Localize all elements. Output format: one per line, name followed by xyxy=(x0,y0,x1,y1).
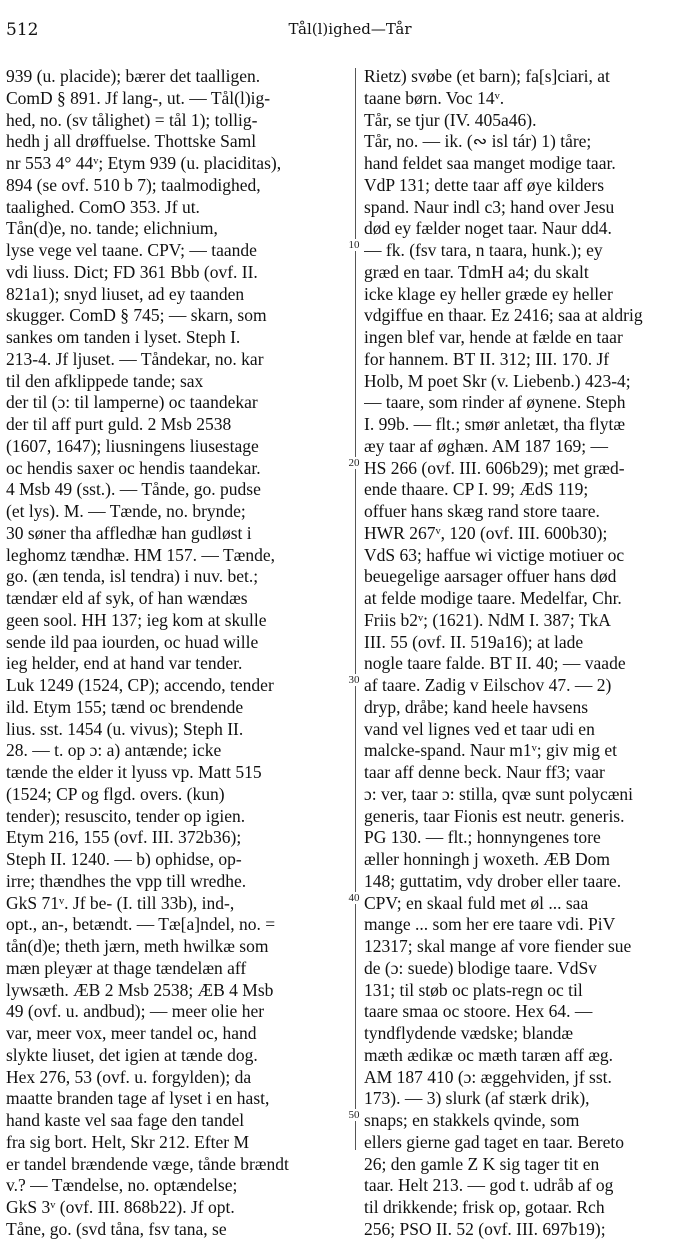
text-line: Steph II. 1240. — b) ophidse, op- xyxy=(6,849,242,869)
column-divider xyxy=(355,68,356,1150)
left-column xyxy=(6,66,346,1241)
text-line: hand kaste vel saa fage den tandel xyxy=(6,1110,245,1130)
text-line: generis, taar Fionis est neutr. generis. xyxy=(364,805,625,826)
text-line: 173). — 3) slurk (af stærk drik), xyxy=(364,1088,590,1109)
text-line: lywsæth. ÆB 2 Msb 2538; ÆB 4 Msb xyxy=(6,979,274,1000)
text-line: go. (æn tenda, isl tendra) i nuv. bet.; xyxy=(6,566,259,587)
text-line: spand. Naur indl c3; hand over Jesu xyxy=(364,196,615,217)
text-line: tyndflydende vædske; blandæ xyxy=(364,1023,574,1043)
text-line: ild. Etym 155; tænd oc brendende xyxy=(6,696,244,717)
text-line: taare smaa oc stoore. Hex 64. — xyxy=(364,1001,593,1022)
text-line: for hannem. BT II. 312; III. 170. Jf xyxy=(364,348,610,369)
text-line: Luk 1249 (1524, CP); accendo, tender xyxy=(6,675,274,695)
text-line: var, meer vox, meer tandel oc, hand xyxy=(6,1023,257,1043)
text-line: icke klage ey heller græde ey heller xyxy=(364,283,613,304)
text-line: sende ild paa iourden, oc huad wille xyxy=(6,631,259,652)
text-line: taalighed. ComO 353. Jf ut. xyxy=(6,196,200,217)
text-line: GkS 71ᵛ. Jf be- (I. till 33b), ind-, xyxy=(6,892,235,913)
text-line: Holb, M poet Skr (v. Liebenb.) 423-4; xyxy=(364,370,631,391)
text-line: taar aff denne beck. Naur ff3; vaar xyxy=(364,762,605,782)
page-number: 512 xyxy=(6,20,39,40)
margin-line-number: 50 xyxy=(346,1109,362,1121)
margin-line-number: 10 xyxy=(346,239,362,251)
text-line: beuegelige aarsager offuer hans død xyxy=(364,566,617,587)
text-line: Etym 216, 155 (ovf. III. 372b36); xyxy=(6,827,242,848)
text-line: fra sig bort. Helt, Skr 212. Efter M xyxy=(6,1131,250,1152)
text-line: HWR 267ᵛ, 120 (ovf. III. 600b30); xyxy=(364,522,608,543)
text-line: III. 55 (ovf. II. 519a16); at lade xyxy=(364,631,584,652)
text-line: 213-4. Jf ljuset. — Tåndekar, no. kar xyxy=(6,348,264,369)
text-line: v.? — Tændelse, no. optændelse; xyxy=(6,1175,238,1196)
text-line: Rietz) svøbe (et barn); fa[s]ciari, at xyxy=(364,66,610,86)
text-line: hedh j all drøffuelse. Thottske Saml xyxy=(6,131,257,152)
text-line: til drikkende; frisk op, gotaar. Rch xyxy=(364,1197,605,1217)
text-line: 12317; skal mange af vore fiender sue xyxy=(364,936,632,956)
text-line: død ey fælder noget taar. Naur dd4. xyxy=(364,218,612,239)
text-line: 30 søner tha affledhæ han gudløst i xyxy=(6,522,252,543)
text-line: PG 130. — flt.; honnyngenes tore xyxy=(364,827,601,848)
text-line: de (ɔ: suede) blodige taare. VdSv xyxy=(364,957,597,978)
text-line: 148; guttatim, vdy drober eller taare. xyxy=(364,870,622,891)
text-line: Friis b2ᵛ; (1621). NdM I. 387; TkA xyxy=(364,609,611,630)
text-line: 131; til støb oc plats-regn oc til xyxy=(364,979,583,1000)
text-line: (1524; CP og flgd. overs. (kun) xyxy=(6,783,225,804)
text-line: opt., an-, betændt. — Tæ[a]ndel, no. = xyxy=(6,914,276,935)
text-line: irre; thændhes the vpp till wredhe. xyxy=(6,870,247,891)
text-line: ComD § 891. Jf lang-, ut. — Tål(l)ig- xyxy=(6,87,271,108)
text-line: leghomz tændhæ. HM 157. — Tænde, xyxy=(6,544,275,565)
text-line: (et lys). M. — Tænde, no. brynde; xyxy=(6,501,246,521)
text-line: 49 (ovf. u. andbud); — meer olie her xyxy=(6,1001,265,1022)
text-line: æller honningh j woxeth. ÆB Dom xyxy=(364,849,610,869)
text-line: vdgiffue en thaar. Ez 2416; saa at aldrig xyxy=(364,305,643,326)
text-line: lius. sst. 1454 (u. vivus); Steph II. xyxy=(6,718,244,739)
text-line: der til aff purt guld. 2 Msb 2538 xyxy=(6,414,232,434)
text-line: 821a1); snyd liuset, ad ey taanden xyxy=(6,283,245,304)
text-line: HS 266 (ovf. III. 606b29); met græd- xyxy=(364,457,625,478)
text-line: mange ... som her ere taare vdi. PiV xyxy=(364,914,616,935)
text-line: CPV; en skaal fuld met øl ... saa xyxy=(364,892,589,913)
text-line: skugger. ComD § 745; — skarn, som xyxy=(6,305,267,326)
text-line: Tåne, go. (svd tåna, fsv tana, se xyxy=(6,1218,227,1239)
text-line: Tår, se tjur (IV. 405a46). xyxy=(364,109,537,130)
text-line: er tandel brændende væge, tånde brændt xyxy=(6,1153,289,1174)
margin-line-number: 30 xyxy=(346,674,362,686)
text-line: taar. Helt 213. — god t. udråb af og xyxy=(364,1175,614,1196)
text-line: oc hendis saxer oc hendis taandekar. xyxy=(6,457,261,478)
text-line: tender); resuscito, tender op igien. xyxy=(6,805,246,826)
text-line: — taare, som rinder af øynene. Steph xyxy=(364,392,626,413)
text-line: 4 Msb 49 (sst.). — Tånde, go. pudse xyxy=(6,479,261,500)
text-line: Tår, no. — ik. (∾ isl tár) 1) tåre; xyxy=(364,131,592,152)
text-line: sankes om tanden i lyset. Steph I. xyxy=(6,327,241,347)
text-line: lyse vege vel taane. CPV; — taande xyxy=(6,240,257,260)
text-line: 28. — t. op ɔ: a) antænde; icke xyxy=(6,740,222,761)
text-line: der til (ɔ: til lamperne) oc taandekar xyxy=(6,392,258,413)
text-line: at felde modige taare. Medelfar, Chr. xyxy=(364,588,622,608)
text-line: I. 99b. — flt.; smør anletæt, tha flytæ xyxy=(364,414,626,434)
text-line: nr 553 4° 44ᵛ; Etym 939 (u. placiditas), xyxy=(6,153,282,173)
margin-line-number: 40 xyxy=(346,892,362,904)
text-line: GkS 3ᵛ (ovf. III. 868b22). Jf opt. xyxy=(6,1197,235,1217)
text-line: ieg helder, end at hand var tender. xyxy=(6,653,243,674)
text-line: snaps; en stakkels qvinde, som xyxy=(364,1110,580,1130)
text-line: mæth ædikæ oc mæth taræn aff æg. xyxy=(364,1044,614,1065)
text-line: malcke-spand. Naur m1ᵛ; giv mig et xyxy=(364,740,617,761)
text-line: VdP 131; dette taar aff øye kilders xyxy=(364,174,605,195)
text-line: græd en taar. TdmH a4; du skalt xyxy=(364,261,589,282)
text-line: hed, no. (sv tålighet) = tål 1); tollig- xyxy=(6,109,258,130)
running-head: Tål(l)ighed—Tår xyxy=(288,20,412,38)
text-line: 894 (se ovf. 510 b 7); taalmodighed, xyxy=(6,174,261,195)
text-line: æy taar af øghæn. AM 187 169; — xyxy=(364,435,609,456)
text-line: vdi liuss. Dict; FD 361 Bbb (ovf. II. xyxy=(6,261,258,282)
text-line: tænde the elder it lyuss vp. Matt 515 xyxy=(6,762,262,782)
text-line: vand vel lignes ved et taar udi en xyxy=(364,718,595,739)
text-line: offuer hans skæg rand store taare. xyxy=(364,501,600,521)
text-line: maatte branden tage af lyset i en hast, xyxy=(6,1088,270,1109)
text-line: AM 187 410 (ɔ: æggehviden, jf sst. xyxy=(364,1066,612,1087)
text-line: ingen blef var, hende at fælde en taar xyxy=(364,327,623,347)
text-line: VdS 63; haffue wi victige motiuer oc xyxy=(364,544,625,565)
text-line: Tån(d)e, no. tande; elichnium, xyxy=(6,218,218,239)
right-column xyxy=(364,66,696,1241)
text-line: ɔ: ver, taar ɔ: stilla, qvæ sunt polycæni xyxy=(364,783,634,804)
text-line: tændær eld af syk, of han wændæs xyxy=(6,588,248,608)
text-line: til den afklippede tande; sax xyxy=(6,370,204,391)
text-line: 26; den gamle Z K sig tager tit en xyxy=(364,1153,600,1174)
text-line: mæn pleyær at thage tændelæn aff xyxy=(6,957,247,978)
text-line: taane børn. Voc 14ᵛ. xyxy=(364,87,505,108)
text-line: ende thaare. CP I. 99; ÆdS 119; xyxy=(364,479,589,500)
margin-line-number: 20 xyxy=(346,457,362,469)
text-line: — fk. (fsv tara, n taara, hunk.); ey xyxy=(364,240,603,260)
text-line: 256; PSO II. 52 (ovf. III. 697b19); xyxy=(364,1218,606,1239)
text-line: geen sool. HH 137; ieg kom at skulle xyxy=(6,609,267,630)
text-line: (1607, 1647); liusningens liusestage xyxy=(6,435,259,456)
text-line: nogle taare falde. BT II. 40; — vaade xyxy=(364,653,626,674)
text-line: dryp, dråbe; kand heele havsens xyxy=(364,696,589,717)
text-line: hand feldet saa manget modige taar. xyxy=(364,153,616,173)
text-line: Hex 276, 53 (ovf. u. forgylden); da xyxy=(6,1066,252,1087)
text-line: slykte liuset, det igien at tænde dog. xyxy=(6,1044,258,1065)
text-line: tån(d)e; theth jærn, meth hwilkæ som xyxy=(6,936,269,956)
text-line: 939 (u. placide); bærer det taalligen. xyxy=(6,66,261,86)
text-line: af taare. Zadig v Eilschov 47. — 2) xyxy=(364,675,612,695)
text-line: ellers gierne gad taget en taar. Bereto xyxy=(364,1131,624,1152)
